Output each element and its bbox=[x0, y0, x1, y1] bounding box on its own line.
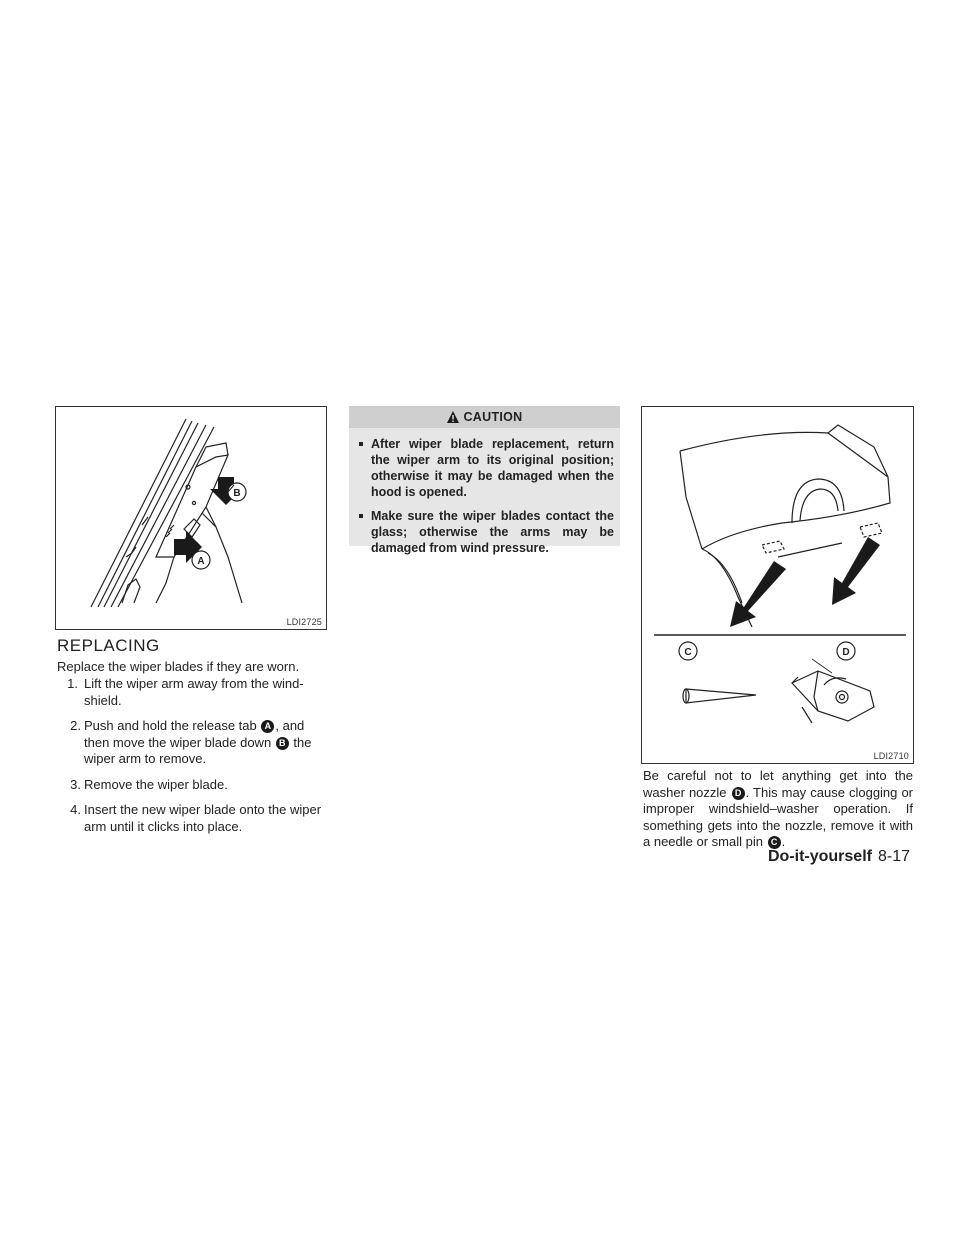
caution-header bbox=[349, 406, 620, 428]
needle-icon bbox=[683, 689, 756, 703]
callout-b-label: B bbox=[233, 488, 241, 499]
caution-item: After wiper blade replacement, return the wiper arm to its original position; otherwise it may be damaged when the hood is opened. bbox=[357, 436, 614, 500]
page-number: 8-17 bbox=[877, 848, 910, 865]
step-number: 4. bbox=[70, 802, 81, 817]
step-text: , and then move the wiper blade down bbox=[84, 718, 305, 750]
list-item bbox=[57, 676, 329, 709]
callout-a-badge: A bbox=[261, 720, 274, 733]
callout-a-label: A bbox=[197, 556, 205, 567]
wiper-arm-figure bbox=[55, 406, 327, 630]
callout-a bbox=[192, 551, 210, 569]
caution-box bbox=[349, 406, 620, 555]
footer-section: Do-it-yourself bbox=[767, 848, 872, 865]
figure-code: LDI2725 bbox=[286, 617, 322, 627]
figure-code: LDI2710 bbox=[873, 751, 909, 761]
warning-icon bbox=[446, 410, 460, 424]
intro-text: Replace the wiper blades if they are worn. bbox=[57, 659, 300, 674]
step-text: Push and hold the release tab bbox=[84, 718, 261, 733]
steps-list bbox=[57, 676, 329, 844]
step-number: 2. bbox=[70, 718, 81, 733]
callout-b-badge: B bbox=[276, 737, 289, 750]
step-text: Insert the new wiper blade onto the wiper arm until it clicks into place. bbox=[84, 802, 322, 834]
paragraph-text: Be careful not to let anything get into the washer nozzle bbox=[643, 768, 913, 800]
caution-list bbox=[349, 428, 620, 556]
step-text: Lift the wiper arm away from the wind-shield. bbox=[84, 676, 304, 708]
callout-c bbox=[679, 642, 697, 660]
callout-d bbox=[837, 642, 855, 660]
washer-nozzle-icon bbox=[792, 671, 874, 723]
callout-b bbox=[228, 483, 246, 501]
callout-c-badge: C bbox=[768, 836, 781, 849]
callout-c-label: C bbox=[684, 647, 692, 658]
caution-title: CAUTION bbox=[463, 410, 523, 424]
step-number: 1. bbox=[67, 676, 78, 691]
list-item bbox=[57, 777, 329, 794]
callout-d-label: D bbox=[842, 647, 850, 658]
washer-nozzle-figure bbox=[641, 406, 914, 764]
list-item bbox=[57, 718, 329, 768]
paragraph-text: . bbox=[781, 834, 786, 849]
arrow-d-pointer-icon bbox=[832, 537, 880, 605]
page-footer bbox=[768, 848, 910, 866]
section-title: REPLACING bbox=[57, 636, 160, 655]
step-text: Remove the wiper blade. bbox=[84, 776, 228, 792]
step-number: 3. bbox=[70, 776, 81, 792]
list-item bbox=[57, 802, 329, 835]
nozzle-paragraph bbox=[643, 768, 913, 851]
callout-d-badge: D bbox=[732, 787, 745, 800]
step-text: the wiper arm to remove. bbox=[84, 734, 312, 766]
washer-nozzle-illustration bbox=[642, 407, 915, 765]
paragraph-text: . This may cause clogging or improper windshield–washer operation. If something gets into the nozzle, remove it with a needle or small pin bbox=[643, 784, 913, 849]
caution-item: Make sure the wiper blades contact the glass; otherwise the arms may be damaged from wind pressure. bbox=[357, 508, 614, 556]
wiper-arm-illustration bbox=[56, 407, 328, 631]
